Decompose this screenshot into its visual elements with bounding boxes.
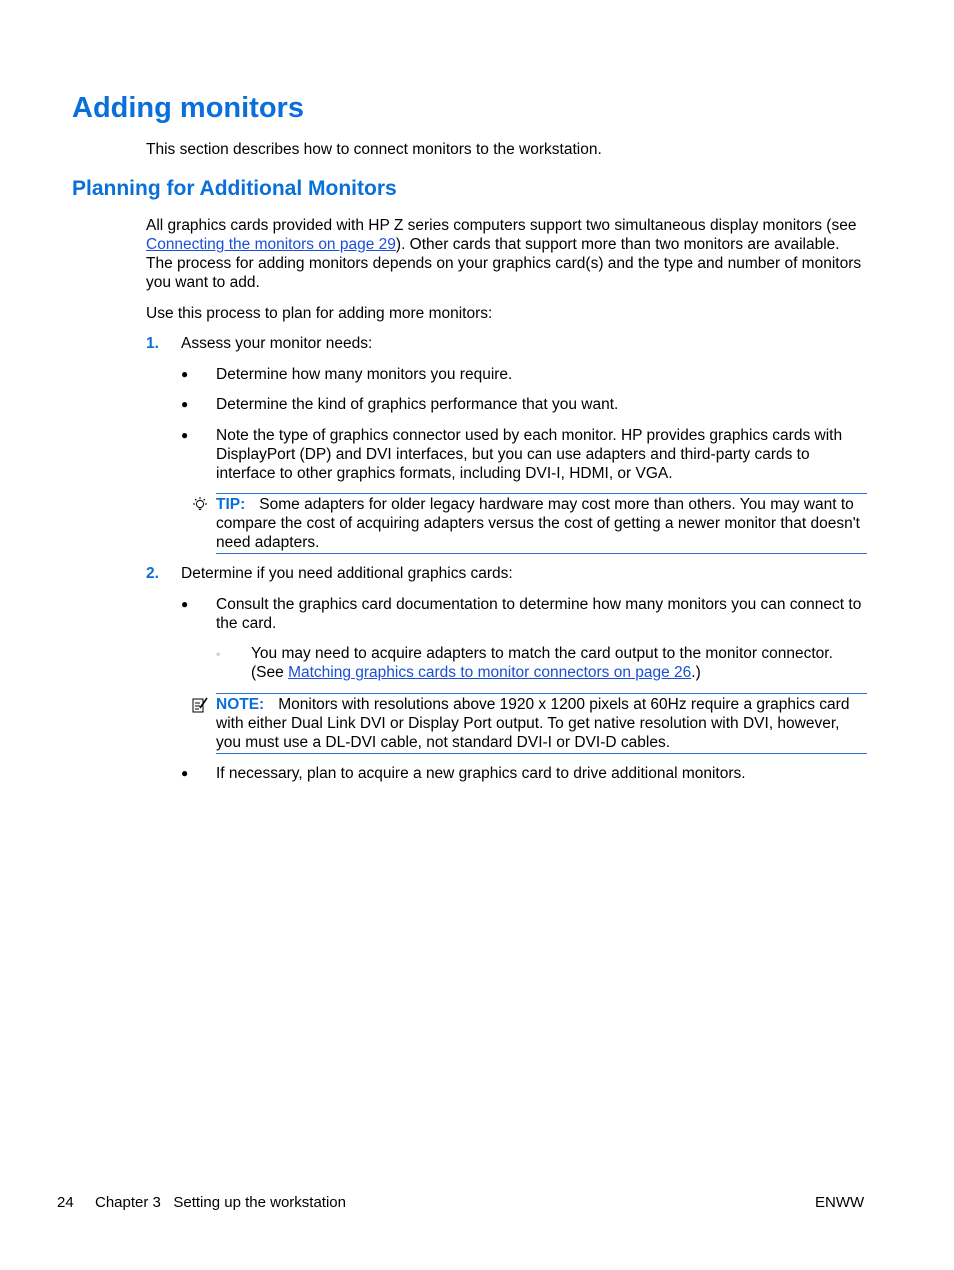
list-item: Note the type of graphics connector used by each monitor. HP provides graphics cards with DisplayPort (DP) and DVI interfaces, but you can use adapters and third-party cards to interface to other graphics formats, including DVI-I, HDMI, or VGA. — [216, 427, 843, 482]
list-item: Determine how many monitors you require. — [216, 366, 513, 383]
list-item: If necessary, plan to acquire a new graphics card to drive additional monitors. — [216, 765, 746, 782]
footer-chapter: Chapter 3 Setting up the workstation — [95, 1194, 346, 1211]
bullet-marker: ● — [181, 397, 189, 411]
link-matching-graphics-cards[interactable]: Matching graphics cards to monitor connectors on page 26 — [288, 664, 692, 681]
sub-item-text-after: .) — [691, 664, 701, 681]
sub-bullet-marker: ◦ — [216, 647, 221, 661]
list-item: Determine the kind of graphics performance that you want. — [216, 396, 619, 413]
footer-enww: ENWW — [815, 1194, 865, 1211]
paragraph-text-after: ). Other cards that support more than two monitors are available. The process for adding monitors depends on your graphics card(s) and the type and number of monitors you want to add. — [146, 236, 862, 291]
lightbulb-icon — [191, 496, 209, 514]
note-pencil-icon — [191, 696, 209, 714]
step-2-number: 2. — [146, 565, 159, 582]
step-2-text: Determine if you need additional graphics cards: — [181, 565, 513, 582]
paragraph-graphics-cards — [146, 216, 868, 292]
bullet-marker: ● — [181, 766, 189, 780]
page-title: Adding monitors — [72, 92, 304, 124]
bullet-marker: ● — [181, 367, 189, 381]
paragraph-use-process: Use this process to plan for adding more monitors: — [146, 305, 493, 322]
note-box — [216, 693, 867, 754]
tip-text: Some adapters for older legacy hardware may cost more than others. You may want to compare the cost of acquiring adapters versus the cost of getting a newer monitor that doesn't need adapters. — [216, 496, 860, 551]
paragraph-text-before: All graphics cards provided with HP Z series computers support two simultaneous display monitors (see — [146, 217, 857, 234]
intro-text: This section describes how to connect monitors to the workstation. — [146, 141, 602, 158]
page-number: 24 — [57, 1194, 74, 1211]
tip-label: TIP: — [216, 496, 246, 513]
list-item: Consult the graphics card documentation to determine how many monitors you can connect to the card. — [216, 596, 862, 632]
note-text: Monitors with resolutions above 1920 x 1200 pixels at 60Hz require a graphics card with either Dual Link DVI or Display Port output. To get native resolution with DVI, however, you must use a DL-DVI cable, not standard DVI-I or DVI-D cables. — [216, 696, 850, 751]
tip-box — [216, 493, 867, 554]
sub-list-item — [251, 644, 868, 682]
step-1-number: 1. — [146, 335, 159, 352]
section-heading: Planning for Additional Monitors — [72, 177, 397, 200]
bullet-marker: ● — [181, 428, 189, 442]
bullet-marker: ● — [181, 597, 189, 611]
step-1-text: Assess your monitor needs: — [181, 335, 373, 352]
sub-item-text-before: You may need to acquire adapters to match the card output to the monitor connector. (See — [251, 645, 833, 681]
link-connecting-monitors[interactable]: Connecting the monitors on page 29 — [146, 236, 396, 253]
note-label: NOTE: — [216, 696, 265, 713]
